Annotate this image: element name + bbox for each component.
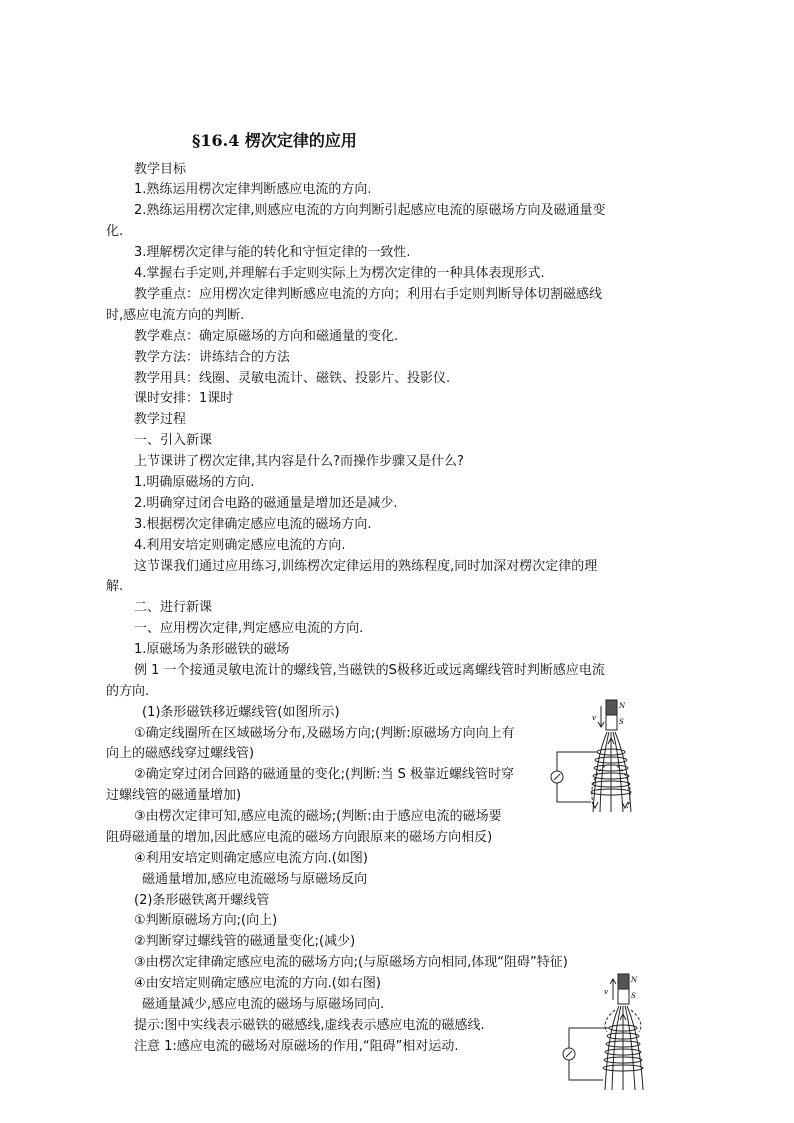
text-line: 解. <box>106 579 124 594</box>
south-label: S <box>619 718 624 726</box>
text-line: (2)条形磁铁离开螺线管 <box>134 893 270 908</box>
section-heading: 教学过程 <box>134 412 187 427</box>
section-heading: 二、进行新课 <box>134 600 213 615</box>
text-line: 磁通量减少,感应电流的磁场与原磁场同向. <box>142 997 385 1012</box>
text-line: 3.理解楞次定律与能的转化和守恒定律的一致性. <box>134 245 411 260</box>
text-line: 向上的磁感线穿过螺线管) <box>106 746 255 761</box>
text-line: 教学难点：确定原磁场的方向和磁通量的变化. <box>134 329 399 344</box>
solenoid-figure-leaving <box>557 970 672 1092</box>
north-label: N <box>619 702 626 710</box>
text-line: 提示:图中实线表示磁铁的磁感线,虚线表示感应电流的磁感线. <box>134 1018 485 1033</box>
text-line: 教学重点：应用楞次定律判断感应电流的方向；利用右手定则判断导体切割磁感线 <box>134 287 603 302</box>
section-heading: 一、引入新课 <box>134 433 213 448</box>
field-line <box>625 1006 635 1090</box>
text-line: ③由楞次定律可知,感应电流的磁场;(判断:由于感应电流的磁场要 <box>134 809 502 824</box>
text-line: 2.熟练运用楞次定律,则感应电流的方向判断引起感应电流的原磁场方向及磁通量变 <box>134 203 606 218</box>
text-line: ③由楞次定律确定感应电流的磁场方向;(与原磁场方向相同,体现“阻碍”特征) <box>134 955 568 970</box>
field-line <box>613 732 623 812</box>
text-line: ①确定线圈所在区域磁场分布,及磁场方向;(判断:原磁场方向向上有 <box>134 726 515 741</box>
text-line: 例 1 一个接通灵敏电流计的螺线管,当磁铁的S极移近或远离螺线管时判断感应电流 <box>134 663 605 678</box>
north-label: N <box>631 976 638 984</box>
text-line: 化. <box>106 224 124 239</box>
velocity-label: v <box>604 988 608 996</box>
text-line: 4.利用安培定则确定感应电流的方向. <box>134 538 346 553</box>
text-line: ②判断穿过螺线管的磁通量变化;(减少) <box>134 934 356 949</box>
text-line: (1)条形磁铁移近螺线管(如图所示) <box>142 705 340 720</box>
text-line: ①判断原磁场方向;(向上) <box>134 913 278 928</box>
text-line: 的方向. <box>106 684 150 699</box>
text-line: 磁通量增加,感应电流磁场与原磁场反向 <box>142 872 368 887</box>
field-line <box>615 732 631 812</box>
field-line <box>600 732 609 812</box>
field-line <box>627 1006 643 1090</box>
text-line: 2.明确穿过闭合电路的磁通量是增加还是减少. <box>134 496 398 511</box>
text-line: 上节课讲了楞次定律,其内容是什么?而操作步骤又是什么? <box>134 454 464 469</box>
magnet-north-pole <box>606 700 617 715</box>
text-line: 1.明确原磁场的方向. <box>134 475 255 490</box>
text-line: 注意 1:感应电流的磁场对原磁场的作用,“阻碍”相对运动. <box>134 1039 459 1054</box>
text-line: 课时安排：1课时 <box>134 391 234 406</box>
section-heading: 教学目标 <box>134 162 187 177</box>
text-line: ②确定穿过闭合回路的磁通量的变化;(判断:当 S 极靠近螺线管时穿 <box>134 767 515 782</box>
text-line: 4.掌握右手定则,并理解右手定则实际上为楞次定律的一种具体表现形式. <box>134 266 545 281</box>
text-line: ④利用安培定则确定感应电流方向.(如图) <box>134 851 368 866</box>
text-line: 1.原磁场为条形磁铁的磁场 <box>134 642 290 657</box>
text-line: 3.根据楞次定律确定感应电流的磁场方向. <box>134 517 372 532</box>
text-line: 教学方法：讲练结合的方法 <box>134 350 291 365</box>
magnet-north-pole <box>618 974 629 989</box>
page-title: §16.4 楞次定律的应用 <box>192 131 357 150</box>
text-line: 这节课我们通过应用练习,训练楞次定律运用的熟练程度,同时加深对楞次定律的理 <box>134 559 598 574</box>
text-line: ④由安培定则确定感应电流的方向.(如右图) <box>134 976 381 991</box>
text-line: 过螺线管的磁通量增加) <box>106 788 242 803</box>
text-line: 时,感应电流方向的判断. <box>106 308 245 323</box>
text-line: 阻碍磁通量的增加,因此感应电流的磁场方向跟原来的磁场方向相反) <box>106 830 493 845</box>
text-line: 1.熟练运用楞次定律判断感应电流的方向. <box>134 182 372 197</box>
text-line: 教学用具：线圈、灵敏电流计、磁铁、投影片、投影仪. <box>134 371 451 386</box>
solenoid-figure-approach <box>545 696 660 814</box>
text-line: 一、应用楞次定律,判定感应电流的方向. <box>134 621 364 636</box>
velocity-label: v <box>592 714 596 722</box>
south-label: S <box>631 992 636 1000</box>
field-line <box>612 1006 621 1090</box>
